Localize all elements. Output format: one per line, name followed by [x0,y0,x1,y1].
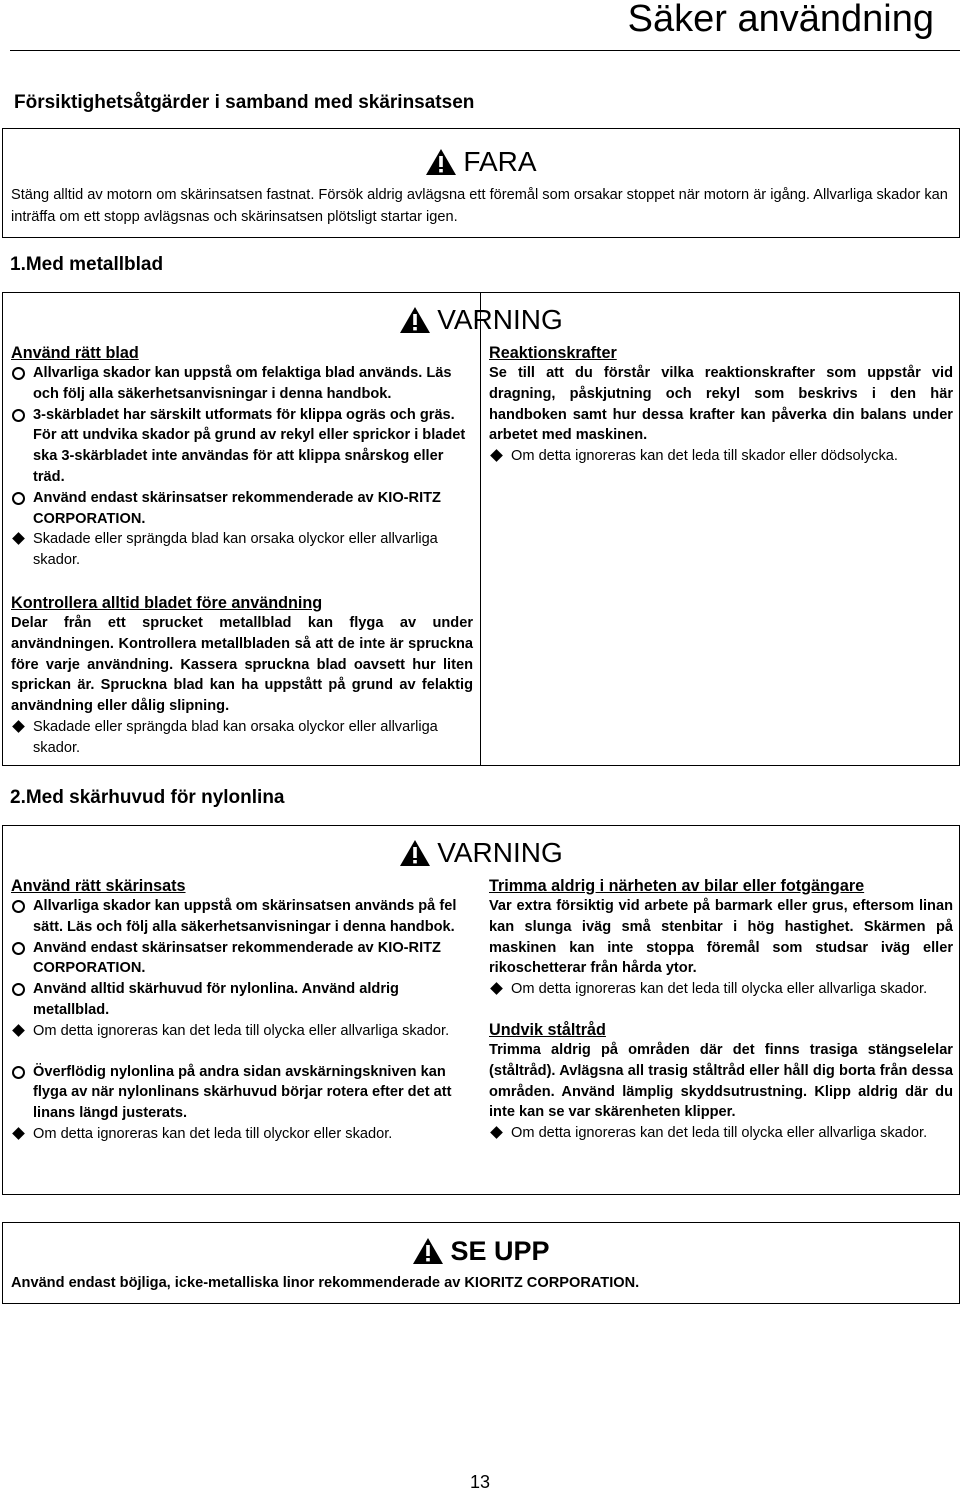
list-note: Om detta ignoreras kan det leda till olyckor eller skador. [11,1124,473,1145]
metal-right-heading: Reaktionskrafter [489,344,617,362]
bullet-diamond-icon [11,717,31,738]
list-item: Allvarliga skador kan uppstå om skärinsatsen används på fel sätt. Läs och följ alla säkerhetsanvisningar i denna handbok. [11,896,473,938]
bullet-diamond-icon [489,979,509,1000]
bullet-diamond-icon [11,1124,31,1145]
page-number: 13 [469,1472,491,1492]
metal-left-paragraph: Delar från ett sprucket metallblad kan flyga av under användningen. Kontrollera metallbladen så att de inte är spruckna före varje användning. Kassera spruckna blad oavsett hur liten sprickan är. Spruckna blad kan ha uppstått på grund av felaktig användning eller dålig slipning. [11,614,473,715]
list-note: Skadade eller sprängda blad kan orsaka olyckor eller allvarliga skador. [11,529,473,571]
list-note: Skadade eller sprängda blad kan orsaka olyckor eller allvarliga skador. [11,717,473,759]
caution-label: SE UPP [450,1236,550,1266]
list-note: Om detta ignoreras kan det leda till olycka eller allvarliga skador. [11,1021,473,1042]
nylon-right-paragraph: Var extra försiktig vid arbete på barmark eller grus, eftersom linan kan slunga iväg små stenbitar i hög hastighet. Skärmen på maskinen kan inte stoppa föremål som studsar iväg eller rikoschetterar från hårda ytor. [489,898,953,977]
warning-triangle-icon [412,1237,444,1265]
danger-label: FARA [463,146,537,177]
nylon-right-column [489,876,953,1144]
bullet-diamond-icon [11,529,31,550]
metal-warning-label: VARNING [437,304,563,335]
nylon-right-heading-2: Undvik ståltråd [489,1020,606,1039]
column-divider [480,292,481,766]
nylon-warning-header [3,837,959,869]
nylon-head-title: 2.Med skärhuvud för nylonlina [10,787,285,808]
list-item: Använd alltid skärhuvud för nylonlina. Använd aldrig metallblad. [11,979,473,1021]
metal-warning-header [3,304,959,336]
bullet-circle-icon [11,405,31,429]
list-item: Använd endast skärinsatser rekommenderade av KIO-RITZ CORPORATION. [11,488,473,530]
bullet-diamond-icon [11,1021,31,1042]
list-item: Allvarliga skador kan uppstå om felaktiga blad används. Läs och följ alla säkerhetsanvisningar i denna handbok. [11,363,473,405]
header-rule [10,50,960,51]
nylon-right-heading: Trimma aldrig i närheten av bilar eller fotgängare [489,877,865,895]
warning-triangle-icon [399,839,431,867]
metal-left-heading: Använd rätt blad [11,344,139,362]
list-note: Om detta ignoreras kan det leda till skador eller dödsolycka. [489,446,953,467]
list-note: Om detta ignoreras kan det leda till olycka eller allvarliga skador. [489,1123,953,1144]
list-item: 3-skärbladet har särskilt utformats för klippa ogräs och gräs. För att undvika skador på grund av rekyl eller sprickor i bladet ska 3-skärbladet inte användas för att klippa snårskog eller träd. [11,405,473,488]
bullet-circle-icon [11,1062,31,1086]
bullet-circle-icon [11,363,31,387]
section-title: Försiktighetsåtgärder i samband med skärinsatsen [14,92,475,113]
list-item: Överflödig nylonlina på andra sidan avskärningskniven kan flyga av när nylonlinans skärhuvud börjar rotera efter det att linans längd justerats. [11,1062,473,1124]
metal-left-heading-2: Kontrollera alltid bladet före användning [11,593,323,612]
list-item: Använd endast skärinsatser rekommenderade av KIO-RITZ CORPORATION. [11,938,473,980]
metal-left-column [11,343,473,759]
metal-blade-title: 1.Med metallblad [10,254,164,275]
page-header-title: Säker användning [627,0,934,40]
bullet-circle-icon [11,896,31,920]
danger-box [2,128,960,238]
bullet-circle-icon [11,488,31,512]
bullet-circle-icon [11,938,31,962]
metal-right-paragraph: Se till att du förstår vilka reaktionskrafter som uppstår vid dragning, påskjutning och rekyl som beskrivs i den här handboken samt hur dessa krafter kan påverka din balans under arbetet med maskinen. [489,365,953,444]
caution-text: Använd endast böjliga, icke-metalliska linor rekommenderade av KIORITZ CORPORATION. [11,1275,640,1291]
caution-header [3,1235,959,1267]
nylon-left-heading: Använd rätt skärinsats [11,877,186,895]
bullet-circle-icon [11,979,31,1003]
list-note: Om detta ignoreras kan det leda till olycka eller allvarliga skador. [489,979,953,1000]
danger-header [3,146,959,178]
metal-right-column [489,343,953,467]
warning-triangle-icon [425,148,457,176]
nylon-warning-label: VARNING [437,837,563,868]
bullet-diamond-icon [489,446,509,467]
danger-text: Stäng alltid av motorn om skärinsatsen fastnat. Försök aldrig avlägsna ett föremål som orsakar stoppet när motorn är igång. Allvarliga skador kan inträffa om ett stopp avlägsnas och skärinsatsen plötsligt startar igen. [11,187,948,225]
caution-box [2,1222,960,1304]
nylon-left-column [11,876,473,1145]
nylon-right-paragraph-2: Trimma aldrig på områden där det finns trasiga stängselelar (ståltråd). Avlägsna all trasig ståltråd eller håll dig borta från dessa områden. Använd lämplig skyddsutrustning. Klipp aldrig där du inte kan se var skärenheten klipper. [489,1041,953,1121]
bullet-diamond-icon [489,1123,509,1144]
warning-triangle-icon [399,306,431,334]
